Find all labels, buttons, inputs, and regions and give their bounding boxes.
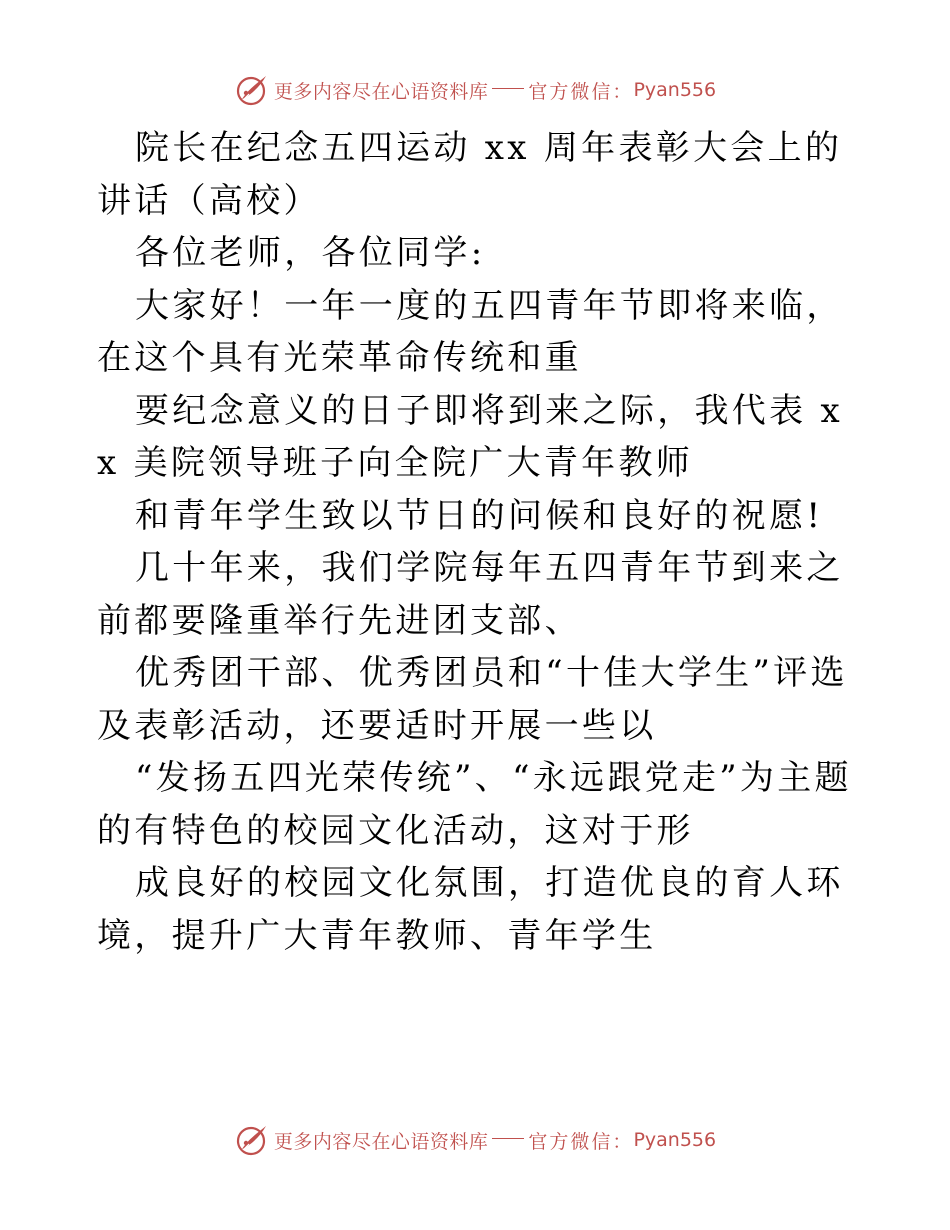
banner-slogan: 更多内容尽在心语资料库: [273, 1130, 489, 1153]
salutation: 各位老师，各位同学:: [135, 233, 486, 273]
paragraph: “发扬五四光荣传统”、“永远跟党走”为主题的有特色的校园文化活动，这对于形: [97, 758, 852, 851]
paragraph: 成良好的校园文化氛围，打造优良的育人环境，提升广大青年教师、青年学生: [97, 863, 844, 956]
banner-wechat-id: Pyan556: [633, 79, 717, 101]
paragraph: 要纪念意义的日子即将到来之际，我代表 xx 美院领导班子向全院广大青年教师: [97, 390, 843, 483]
footer-banner: [0, 1120, 950, 1160]
banner-divider: [492, 88, 524, 89]
document-title: 院长在纪念五四运动 xx 周年表彰大会上的讲话（高校）: [97, 128, 843, 221]
banner-slogan: 更多内容尽在心语资料库: [273, 80, 489, 103]
quill-pen-logo-icon: [234, 1122, 270, 1158]
banner-wechat-id: Pyan556: [633, 1129, 717, 1151]
paragraph: 大家好！一年一度的五四青年节即将来临，在这个具有光荣革命传统和重: [97, 285, 844, 378]
paragraph: 优秀团干部、优秀团员和“十佳大学生”评选及表彰活动，还要适时开展一些以: [97, 653, 848, 746]
paragraph: 和青年学生致以节日的问候和良好的祝愿!: [135, 495, 824, 536]
banner-divider: [492, 1138, 524, 1139]
quill-pen-logo-icon: [234, 72, 270, 108]
banner-wechat-label: 官方微信：: [528, 80, 634, 103]
banner-wechat-label: 官方微信：: [528, 1130, 634, 1153]
header-banner: [0, 70, 950, 110]
document-body: [97, 122, 857, 962]
paragraph: 几十年来，我们学院每年五四青年节到来之前都要隆重举行先进团支部、: [97, 548, 844, 641]
